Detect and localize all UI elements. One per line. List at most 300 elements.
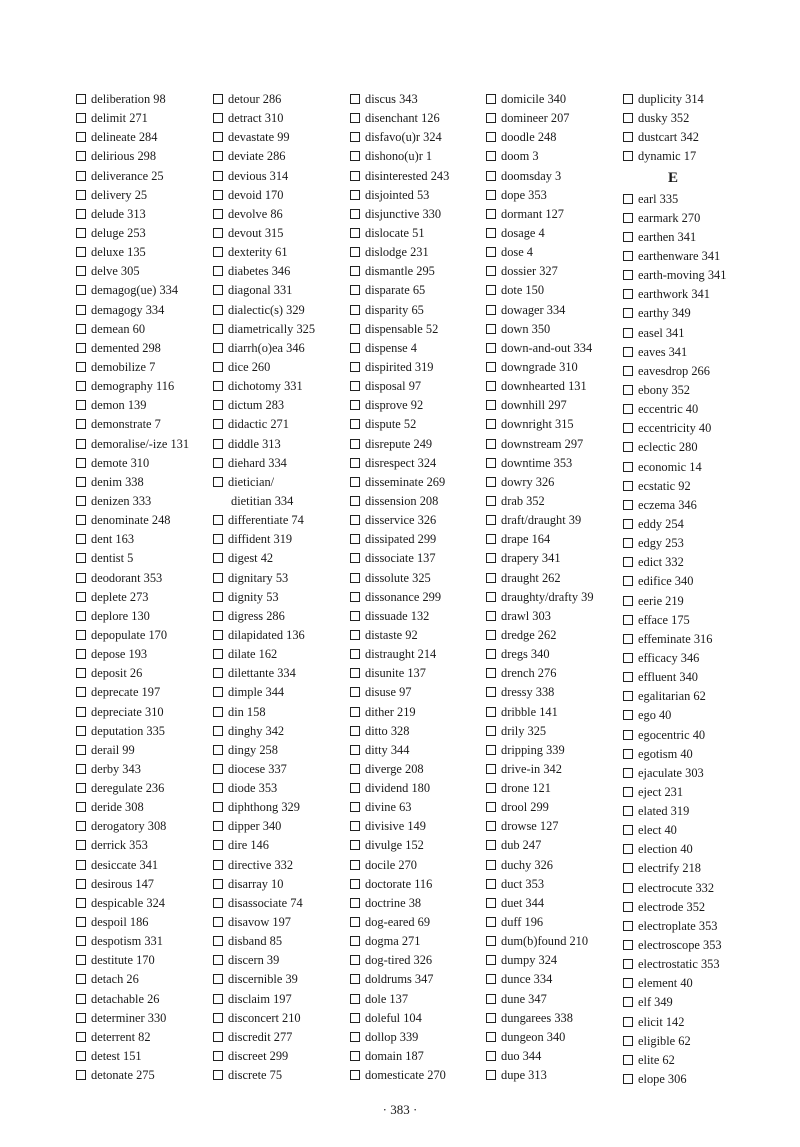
column-2 [213,90,315,1085]
word-entry [486,435,594,454]
checkbox-icon[interactable] [623,328,633,338]
checkbox-icon[interactable] [350,649,360,659]
checkbox-icon[interactable] [76,745,86,755]
checkbox-icon[interactable] [213,1051,223,1061]
checkbox-icon[interactable] [213,132,223,142]
checkbox-icon[interactable] [350,285,360,295]
checkbox-icon[interactable] [623,959,633,969]
checkbox-icon[interactable] [486,974,496,984]
checkbox-icon[interactable] [350,209,360,219]
checkbox-icon[interactable] [486,649,496,659]
checkbox-icon[interactable] [623,423,633,433]
checkbox-icon[interactable] [486,285,496,295]
checkbox-icon[interactable] [350,1013,360,1023]
checkbox-icon[interactable] [486,171,496,181]
checkbox-icon[interactable] [76,764,86,774]
checkbox-icon[interactable] [213,324,223,334]
checkbox-icon[interactable] [76,707,86,717]
checkbox-icon[interactable] [350,917,360,927]
checkbox-icon[interactable] [623,213,633,223]
word-label: ditto 328 [365,723,410,738]
checkbox-icon[interactable] [350,821,360,831]
checkbox-icon[interactable] [350,343,360,353]
word-entry [623,90,726,109]
checkbox-icon[interactable] [623,615,633,625]
checkbox-icon[interactable] [623,902,633,912]
checkbox-icon[interactable] [213,171,223,181]
checkbox-icon[interactable] [486,1070,496,1080]
checkbox-icon[interactable] [623,576,633,586]
checkbox-icon[interactable] [486,209,496,219]
checkbox-icon[interactable] [486,573,496,583]
checkbox-icon[interactable] [623,997,633,1007]
checkbox-icon[interactable] [623,596,633,606]
checkbox-icon[interactable] [76,439,86,449]
checkbox-icon[interactable] [623,151,633,161]
checkbox-icon[interactable] [76,821,86,831]
checkbox-icon[interactable] [623,653,633,663]
checkbox-icon[interactable] [623,921,633,931]
word-label: dialectic(s) 329 [228,302,305,317]
checkbox-icon[interactable] [350,898,360,908]
checkbox-icon[interactable] [486,840,496,850]
word-label: egotism 40 [638,746,693,761]
checkbox-icon[interactable] [76,917,86,927]
checkbox-icon[interactable] [76,419,86,429]
checkbox-icon[interactable] [623,113,633,123]
checkbox-icon[interactable] [350,860,360,870]
checkbox-icon[interactable] [623,825,633,835]
checkbox-icon[interactable] [486,362,496,372]
checkbox-icon[interactable] [623,442,633,452]
checkbox-icon[interactable] [350,994,360,1004]
word-entry [623,687,726,706]
checkbox-icon[interactable] [350,190,360,200]
checkbox-icon[interactable] [213,649,223,659]
checkbox-icon[interactable] [213,668,223,678]
checkbox-icon[interactable] [213,707,223,717]
checkbox-icon[interactable] [486,151,496,161]
checkbox-icon[interactable] [76,132,86,142]
checkbox-icon[interactable] [623,787,633,797]
checkbox-icon[interactable] [623,1017,633,1027]
checkbox-icon[interactable] [623,863,633,873]
word-label: devastate 99 [228,130,290,145]
checkbox-icon[interactable] [350,400,360,410]
checkbox-icon[interactable] [76,343,86,353]
checkbox-icon[interactable] [76,1070,86,1080]
checkbox-icon[interactable] [213,553,223,563]
checkbox-icon[interactable] [486,917,496,927]
checkbox-icon[interactable] [76,209,86,219]
word-entry [623,1051,726,1070]
checkbox-icon[interactable] [486,190,496,200]
checkbox-icon[interactable] [623,462,633,472]
checkbox-icon[interactable] [213,477,223,487]
checkbox-icon[interactable] [623,289,633,299]
checkbox-icon[interactable] [486,860,496,870]
word-label: down 350 [501,321,551,336]
checkbox-icon[interactable] [350,936,360,946]
word-entry [213,569,315,588]
word-label: doomsday 3 [501,168,562,183]
checkbox-icon[interactable] [623,844,633,854]
checkbox-icon[interactable] [213,783,223,793]
checkbox-icon[interactable] [76,687,86,697]
checkbox-icon[interactable] [350,1070,360,1080]
checkbox-icon[interactable] [623,1036,633,1046]
word-entry [623,228,726,247]
word-entry [623,1032,726,1051]
checkbox-icon[interactable] [76,496,86,506]
checkbox-icon[interactable] [350,228,360,238]
word-entry [213,339,315,358]
checkbox-icon[interactable] [486,994,496,1004]
word-label: ebony 352 [638,382,690,397]
checkbox-icon[interactable] [213,515,223,525]
checkbox-icon[interactable] [350,955,360,965]
checkbox-icon[interactable] [76,879,86,889]
checkbox-icon[interactable] [213,458,223,468]
checkbox-icon[interactable] [213,630,223,640]
checkbox-icon[interactable] [350,611,360,621]
checkbox-icon[interactable] [350,726,360,736]
checkbox-icon[interactable] [213,821,223,831]
checkbox-icon[interactable] [623,634,633,644]
checkbox-icon[interactable] [486,592,496,602]
checkbox-icon[interactable] [623,730,633,740]
word-label: dole 137 [365,991,409,1006]
checkbox-icon[interactable] [623,1074,633,1084]
checkbox-icon[interactable] [213,305,223,315]
word-entry [623,209,726,228]
checkbox-icon[interactable] [623,232,633,242]
checkbox-icon[interactable] [486,113,496,123]
word-label: dunce 334 [501,972,553,987]
checkbox-icon[interactable] [213,802,223,812]
checkbox-icon[interactable] [213,592,223,602]
checkbox-icon[interactable] [350,745,360,755]
checkbox-icon[interactable] [76,802,86,812]
checkbox-icon[interactable] [350,324,360,334]
checkbox-icon[interactable] [350,630,360,640]
checkbox-icon[interactable] [350,151,360,161]
checkbox-icon[interactable] [486,802,496,812]
checkbox-icon[interactable] [486,1051,496,1061]
checkbox-icon[interactable] [76,1051,86,1061]
checkbox-icon[interactable] [486,687,496,697]
checkbox-icon[interactable] [76,553,86,563]
checkbox-icon[interactable] [76,630,86,640]
checkbox-icon[interactable] [486,419,496,429]
checkbox-icon[interactable] [623,978,633,988]
checkbox-icon[interactable] [350,458,360,468]
checkbox-icon[interactable] [486,477,496,487]
checkbox-icon[interactable] [76,515,86,525]
checkbox-icon[interactable] [213,936,223,946]
checkbox-icon[interactable] [76,190,86,200]
checkbox-icon[interactable] [623,270,633,280]
checkbox-icon[interactable] [213,362,223,372]
checkbox-icon[interactable] [213,343,223,353]
checkbox-icon[interactable] [486,94,496,104]
checkbox-icon[interactable] [350,439,360,449]
checkbox-icon[interactable] [350,840,360,850]
word-label: downhearted 131 [501,379,587,394]
checkbox-icon[interactable] [623,768,633,778]
checkbox-icon[interactable] [486,726,496,736]
checkbox-icon[interactable] [213,840,223,850]
checkbox-icon[interactable] [350,707,360,717]
checkbox-icon[interactable] [350,1032,360,1042]
checkbox-icon[interactable] [76,1013,86,1023]
checkbox-icon[interactable] [76,573,86,583]
checkbox-icon[interactable] [350,94,360,104]
checkbox-icon[interactable] [623,519,633,529]
checkbox-icon[interactable] [486,496,496,506]
checkbox-icon[interactable] [486,266,496,276]
word-label: dislocate 51 [365,225,425,240]
checkbox-icon[interactable] [76,936,86,946]
checkbox-icon[interactable] [76,974,86,984]
checkbox-icon[interactable] [486,458,496,468]
checkbox-icon[interactable] [623,481,633,491]
checkbox-icon[interactable] [486,381,496,391]
checkbox-icon[interactable] [350,266,360,276]
checkbox-icon[interactable] [350,247,360,257]
checkbox-icon[interactable] [350,132,360,142]
checkbox-icon[interactable] [76,534,86,544]
word-label: downtime 353 [501,455,573,470]
checkbox-icon[interactable] [623,404,633,414]
checkbox-icon[interactable] [76,228,86,238]
checkbox-icon[interactable] [486,879,496,889]
checkbox-icon[interactable] [213,439,223,449]
checkbox-icon[interactable] [350,305,360,315]
checkbox-icon[interactable] [486,707,496,717]
checkbox-icon[interactable] [486,611,496,621]
checkbox-icon[interactable] [76,305,86,315]
checkbox-icon[interactable] [350,573,360,583]
checkbox-icon[interactable] [350,1051,360,1061]
checkbox-icon[interactable] [213,266,223,276]
checkbox-icon[interactable] [623,132,633,142]
checkbox-icon[interactable] [213,955,223,965]
checkbox-icon[interactable] [350,534,360,544]
checkbox-icon[interactable] [623,366,633,376]
checkbox-icon[interactable] [213,1013,223,1023]
word-label: doctrine 38 [365,895,422,910]
checkbox-icon[interactable] [623,710,633,720]
checkbox-icon[interactable] [76,362,86,372]
checkbox-icon[interactable] [486,534,496,544]
checkbox-icon[interactable] [213,879,223,889]
checkbox-icon[interactable] [486,228,496,238]
checkbox-icon[interactable] [350,668,360,678]
checkbox-icon[interactable] [350,515,360,525]
checkbox-icon[interactable] [350,764,360,774]
checkbox-icon[interactable] [213,228,223,238]
checkbox-icon[interactable] [76,94,86,104]
checkbox-icon[interactable] [76,649,86,659]
word-label: deliberation 98 [91,92,166,106]
checkbox-icon[interactable] [213,1032,223,1042]
checkbox-icon[interactable] [213,419,223,429]
checkbox-icon[interactable] [76,898,86,908]
checkbox-icon[interactable] [486,745,496,755]
checkbox-icon[interactable] [76,611,86,621]
checkbox-icon[interactable] [486,553,496,563]
checkbox-icon[interactable] [486,247,496,257]
checkbox-icon[interactable] [350,687,360,697]
checkbox-icon[interactable] [623,94,633,104]
checkbox-icon[interactable] [486,630,496,640]
checkbox-icon[interactable] [76,381,86,391]
checkbox-icon[interactable] [213,573,223,583]
checkbox-icon[interactable] [76,955,86,965]
checkbox-icon[interactable] [623,194,633,204]
checkbox-icon[interactable] [213,247,223,257]
checkbox-icon[interactable] [486,955,496,965]
checkbox-icon[interactable] [213,611,223,621]
checkbox-icon[interactable] [213,917,223,927]
checkbox-icon[interactable] [213,94,223,104]
word-label: easel 341 [638,325,685,340]
word-entry [623,190,726,209]
word-entry [213,951,315,970]
checkbox-icon[interactable] [350,113,360,123]
checkbox-icon[interactable] [623,883,633,893]
checkbox-icon[interactable] [623,308,633,318]
checkbox-icon[interactable] [350,496,360,506]
checkbox-icon[interactable] [623,691,633,701]
checkbox-icon[interactable] [76,592,86,602]
checkbox-icon[interactable] [76,285,86,295]
checkbox-icon[interactable] [350,974,360,984]
checkbox-icon[interactable] [623,806,633,816]
checkbox-icon[interactable] [76,994,86,1004]
checkbox-icon[interactable] [486,515,496,525]
checkbox-icon[interactable] [486,1032,496,1042]
checkbox-icon[interactable] [486,1013,496,1023]
checkbox-icon[interactable] [76,113,86,123]
checkbox-icon[interactable] [76,171,86,181]
checkbox-icon[interactable] [486,764,496,774]
checkbox-icon[interactable] [76,458,86,468]
checkbox-icon[interactable] [623,538,633,548]
checkbox-icon[interactable] [213,860,223,870]
checkbox-icon[interactable] [350,381,360,391]
checkbox-icon[interactable] [486,343,496,353]
checkbox-icon[interactable] [213,400,223,410]
checkbox-icon[interactable] [623,557,633,567]
checkbox-icon[interactable] [76,324,86,334]
word-label: electrode 352 [638,899,706,914]
word-entry [486,549,594,568]
checkbox-icon[interactable] [213,151,223,161]
checkbox-icon[interactable] [350,879,360,889]
checkbox-icon[interactable] [213,994,223,1004]
checkbox-icon[interactable] [486,400,496,410]
word-entry [486,147,594,166]
checkbox-icon[interactable] [213,687,223,697]
checkbox-icon[interactable] [350,592,360,602]
checkbox-icon[interactable] [486,783,496,793]
checkbox-icon[interactable] [76,477,86,487]
checkbox-icon[interactable] [213,898,223,908]
checkbox-icon[interactable] [486,439,496,449]
checkbox-icon[interactable] [623,940,633,950]
word-entry [213,683,315,702]
word-label: electroscope 353 [638,938,722,953]
checkbox-icon[interactable] [213,209,223,219]
checkbox-icon[interactable] [350,171,360,181]
checkbox-icon[interactable] [213,745,223,755]
checkbox-icon[interactable] [623,672,633,682]
checkbox-icon[interactable] [213,113,223,123]
checkbox-icon[interactable] [213,726,223,736]
checkbox-icon[interactable] [486,305,496,315]
checkbox-icon[interactable] [623,500,633,510]
checkbox-icon[interactable] [76,151,86,161]
word-entry [213,186,315,205]
checkbox-icon[interactable] [623,1055,633,1065]
checkbox-icon[interactable] [213,1070,223,1080]
checkbox-icon[interactable] [213,190,223,200]
checkbox-icon[interactable] [623,749,633,759]
checkbox-icon[interactable] [486,132,496,142]
word-label: earthy 349 [638,306,691,321]
word-entry [76,90,189,109]
checkbox-icon[interactable] [213,285,223,295]
checkbox-icon[interactable] [486,936,496,946]
checkbox-icon[interactable] [76,783,86,793]
checkbox-icon[interactable] [486,898,496,908]
checkbox-icon[interactable] [623,347,633,357]
word-entry [623,285,726,304]
word-entry [486,836,594,855]
checkbox-icon[interactable] [350,802,360,812]
checkbox-icon[interactable] [76,1032,86,1042]
checkbox-icon[interactable] [623,385,633,395]
word-entry [76,243,189,262]
checkbox-icon[interactable] [486,668,496,678]
checkbox-icon[interactable] [213,534,223,544]
word-entry [486,473,594,492]
checkbox-icon[interactable] [76,400,86,410]
word-label: desiccate 341 [91,857,159,872]
checkbox-icon[interactable] [486,821,496,831]
word-label: discredit 277 [228,1029,293,1044]
checkbox-icon[interactable] [350,783,360,793]
checkbox-icon[interactable] [350,477,360,487]
checkbox-icon[interactable] [213,764,223,774]
checkbox-icon[interactable] [213,381,223,391]
checkbox-icon[interactable] [350,419,360,429]
checkbox-icon[interactable] [76,840,86,850]
checkbox-icon[interactable] [76,726,86,736]
checkbox-icon[interactable] [486,324,496,334]
checkbox-icon[interactable] [76,247,86,257]
word-entry [486,167,594,186]
checkbox-icon[interactable] [76,668,86,678]
checkbox-icon[interactable] [350,553,360,563]
checkbox-icon[interactable] [76,266,86,276]
checkbox-icon[interactable] [213,974,223,984]
checkbox-icon[interactable] [350,362,360,372]
checkbox-icon[interactable] [76,860,86,870]
checkbox-icon[interactable] [623,251,633,261]
